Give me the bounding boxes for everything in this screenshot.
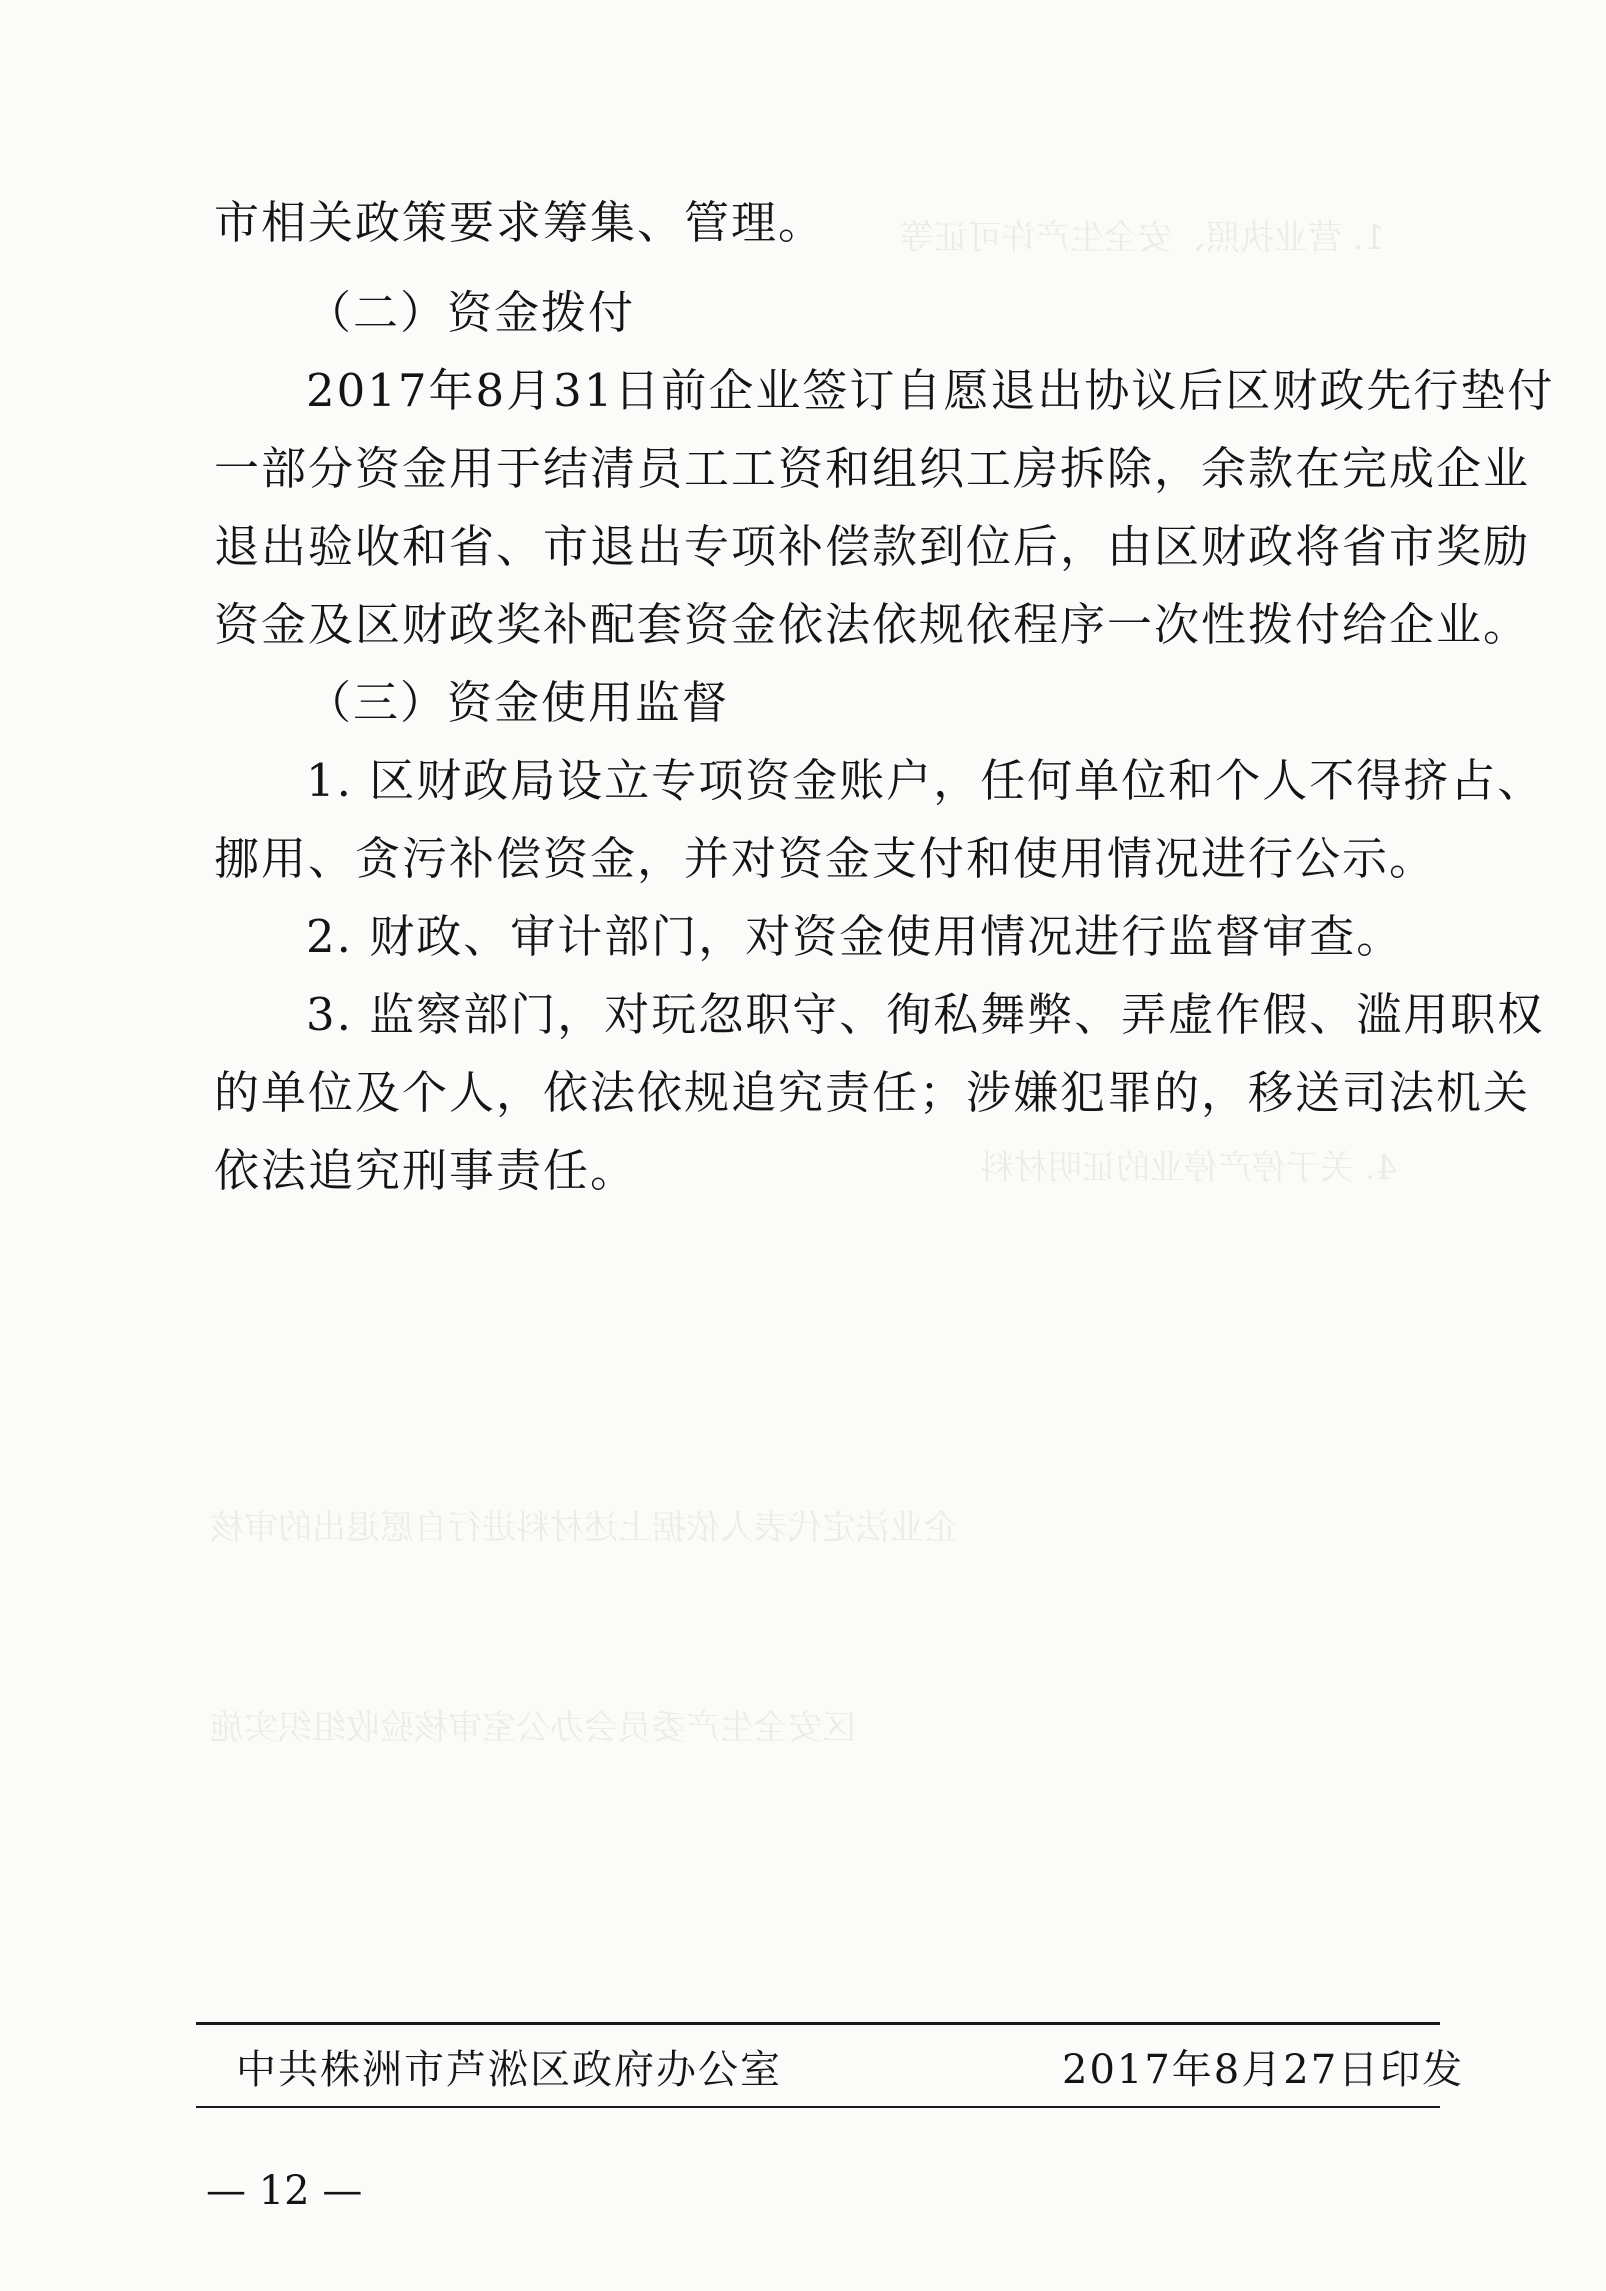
footer-bottom-rule — [196, 2106, 1440, 2108]
bleed-through-text: 企业法定代表人依据上述材料进行自愿退出的审核 — [210, 1508, 958, 1548]
section-heading-fund-disbursement: （二）资金拨付 — [306, 286, 636, 339]
section-heading-fund-supervision: （三）资金使用监督 — [306, 676, 730, 729]
list-item-text: 挪用、贪污补偿资金，并对资金支付和使用情况进行公示。 — [214, 832, 1437, 885]
list-item-text: 1. 区财政局设立专项资金账户，任何单位和个人不得挤占、 — [306, 754, 1545, 807]
list-item-text: 依法追究刑事责任。 — [214, 1144, 638, 1197]
page-number: — 12 — — [206, 2168, 363, 2214]
body-text-line: 资金及区财政奖补配套资金依法依规依程序一次性拨付给企业。 — [214, 598, 1531, 651]
body-text-line: 市相关政策要求筹集、管理。 — [214, 196, 826, 249]
body-text-line: 退出验收和省、市退出专项补偿款到位后，由区财政将省市奖励 — [214, 520, 1531, 573]
bleed-through-text: 区安全生产委员会办公室审核验收组织实施 — [210, 1708, 856, 1748]
list-item-text: 3. 监察部门，对玩忽职守、徇私舞弊、弄虚作假、滥用职权 — [306, 988, 1545, 1041]
issuing-office: 中共株洲市芦淞区政府办公室 — [236, 2047, 782, 2093]
list-item-text: 的单位及个人，依法依规追究责任；涉嫌犯罪的，移送司法机关 — [214, 1066, 1531, 1119]
list-item-text: 2. 财政、审计部门，对资金使用情况进行监督审查。 — [306, 910, 1404, 963]
print-date: 2017年8月27日印发 — [1062, 2047, 1465, 2093]
bleed-through-text: 4. 关于停产停业的证明材料 — [980, 1148, 1398, 1188]
body-text-line: 2017年8月31日前企业签订自愿退出协议后区财政先行垫付 — [306, 364, 1555, 417]
bleed-through-text: 1. 营业执照、安全生产许可证等 — [900, 218, 1386, 258]
footer-top-rule — [196, 2022, 1440, 2025]
body-text-line: 一部分资金用于结清员工工资和组织工房拆除，余款在完成企业 — [214, 442, 1531, 495]
